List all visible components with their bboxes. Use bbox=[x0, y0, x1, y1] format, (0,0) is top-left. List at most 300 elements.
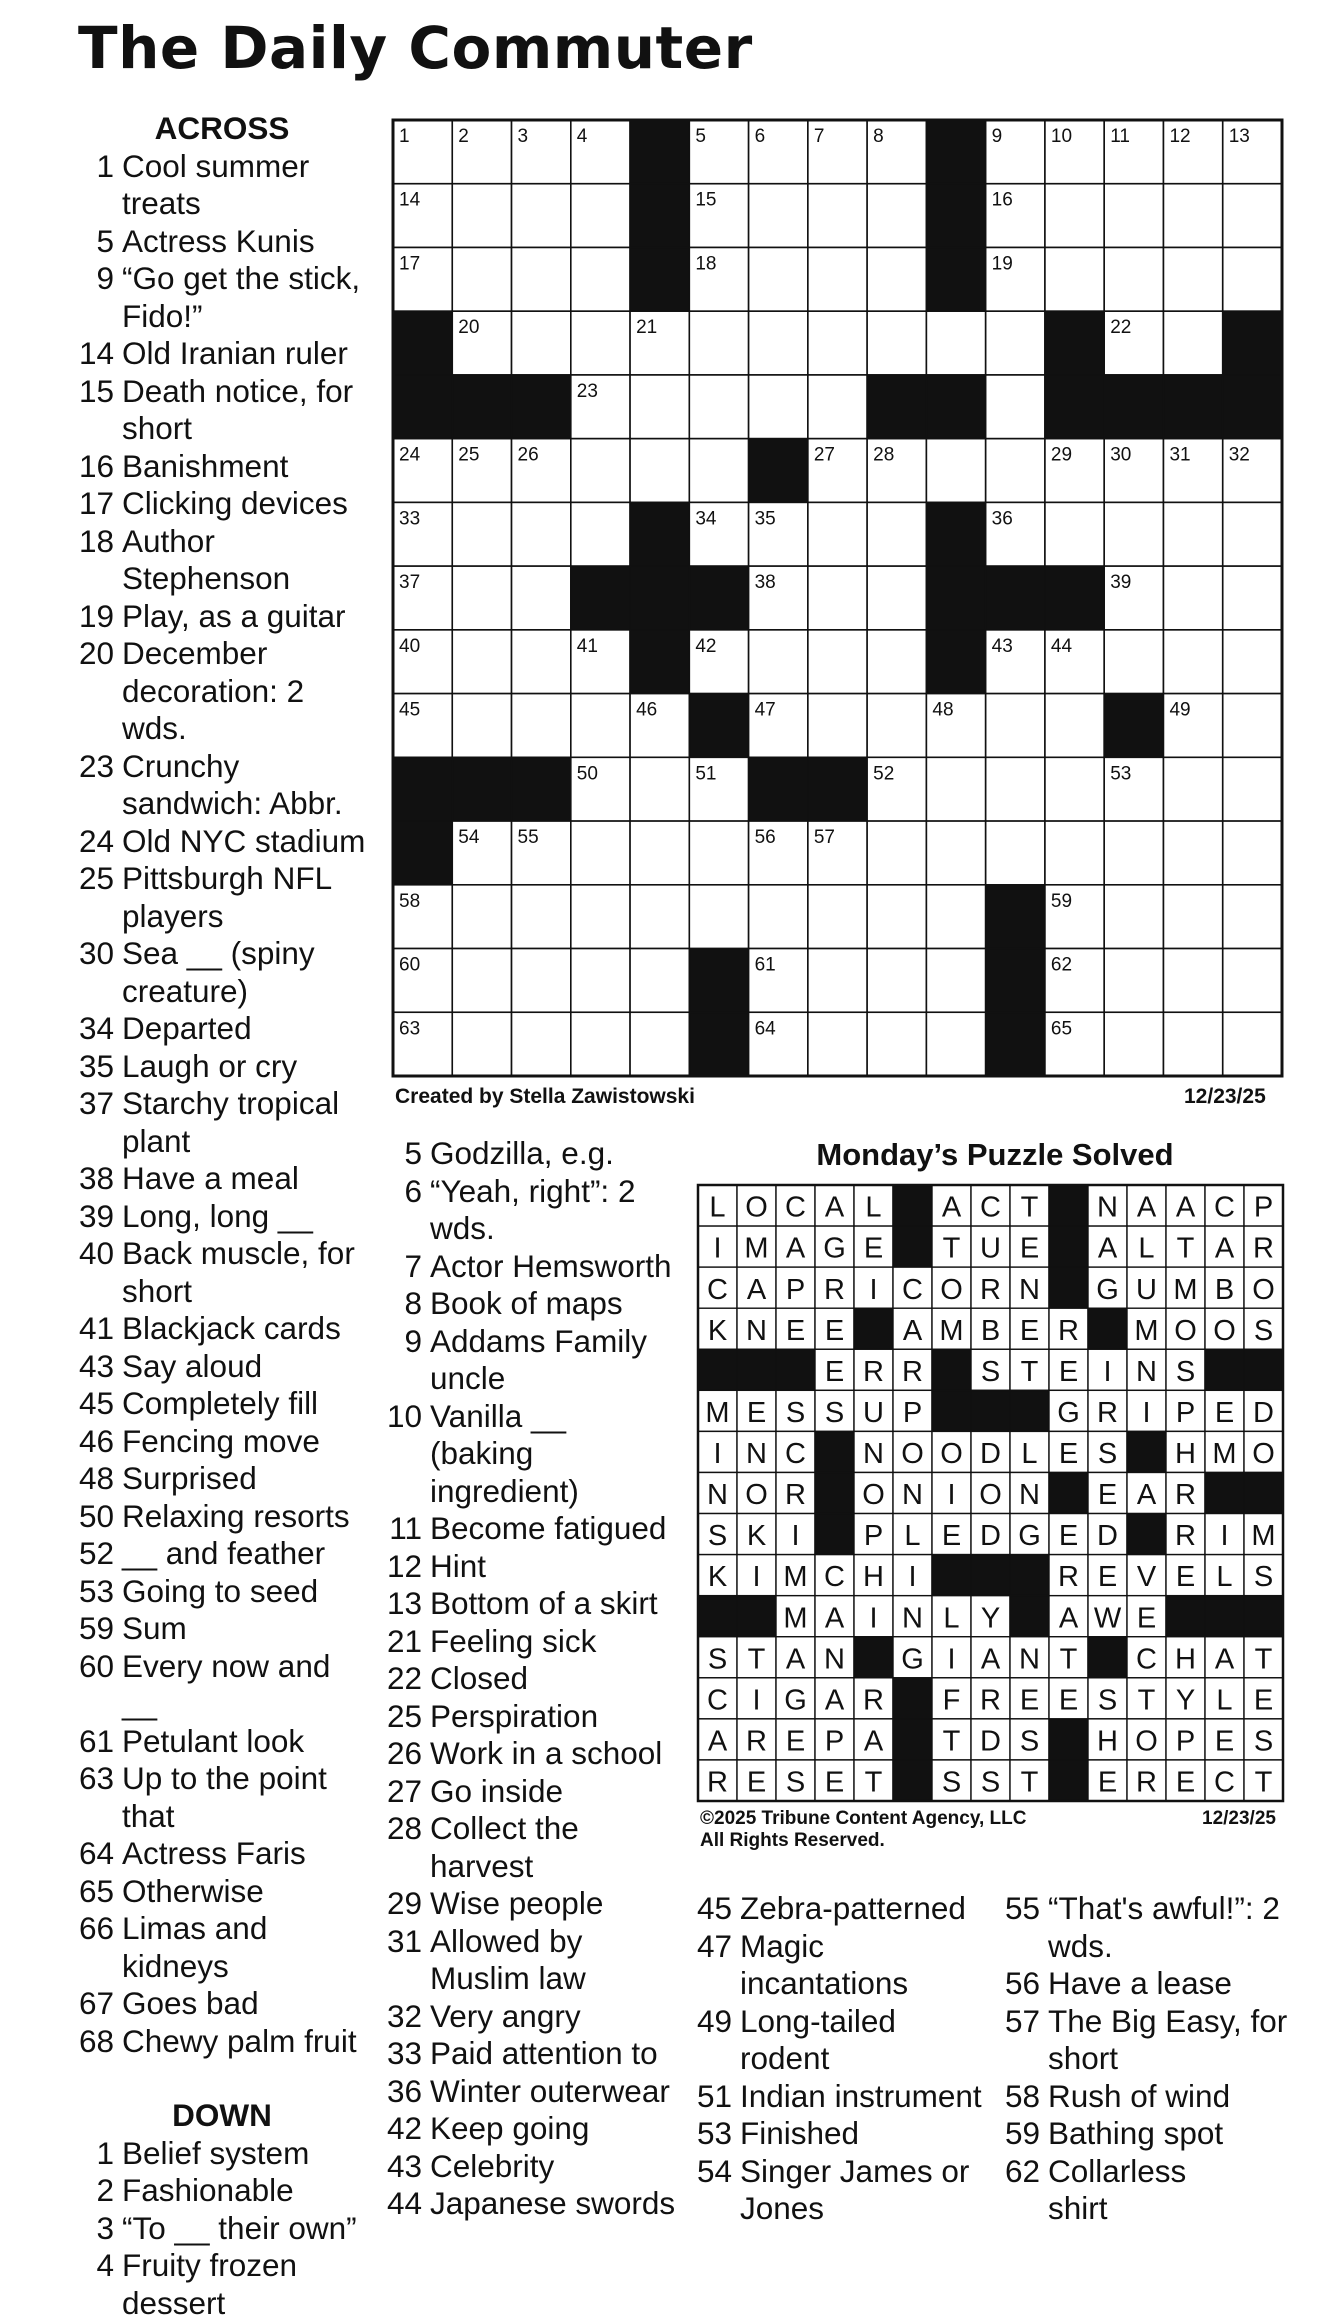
solved-letter: G bbox=[1057, 1397, 1080, 1429]
grid-cell[interactable] bbox=[808, 694, 867, 758]
clue-text-line: Old NYC stadium bbox=[122, 823, 372, 861]
down-clue-57 bbox=[1000, 2003, 1300, 2078]
cell-number: 34 bbox=[695, 508, 717, 529]
clue-text-line: short bbox=[122, 1273, 372, 1311]
down-clue-58 bbox=[1000, 2078, 1300, 2116]
solved-black-square bbox=[698, 1596, 737, 1637]
down-clue-12 bbox=[380, 1548, 680, 1586]
cell-number: 20 bbox=[458, 317, 479, 338]
grid-cell[interactable] bbox=[512, 247, 571, 311]
solved-letter: I bbox=[752, 1561, 760, 1593]
across-clue-5 bbox=[72, 223, 372, 261]
grid-cell[interactable] bbox=[630, 1012, 689, 1076]
clue-number: 12 bbox=[380, 1548, 430, 1586]
grid-cell[interactable] bbox=[926, 949, 985, 1013]
across-clue-39 bbox=[72, 1198, 372, 1236]
grid-cell[interactable] bbox=[808, 566, 867, 630]
clue-number: 7 bbox=[380, 1248, 430, 1286]
clue-number: 1 bbox=[72, 148, 122, 223]
clue-number: 46 bbox=[72, 1423, 122, 1461]
grid-cell[interactable] bbox=[630, 885, 689, 949]
grid-cell[interactable] bbox=[1223, 821, 1282, 885]
grid-cell[interactable] bbox=[512, 1012, 571, 1076]
down-clue-7 bbox=[380, 1248, 680, 1286]
black-square bbox=[749, 439, 808, 503]
cell-number: 18 bbox=[695, 253, 716, 274]
grid-cell[interactable] bbox=[689, 821, 748, 885]
grid-cell[interactable] bbox=[749, 630, 808, 694]
grid-cell[interactable] bbox=[512, 184, 571, 248]
grid-cell[interactable] bbox=[571, 694, 630, 758]
grid-cell[interactable] bbox=[512, 694, 571, 758]
clue-text bbox=[122, 1648, 372, 1723]
grid-cell[interactable] bbox=[512, 885, 571, 949]
grid-cell[interactable] bbox=[986, 757, 1045, 821]
crossword-grid[interactable] bbox=[391, 118, 1284, 1078]
grid-cell[interactable] bbox=[867, 630, 926, 694]
solved-letter: I bbox=[869, 1274, 877, 1306]
grid-cell[interactable] bbox=[630, 375, 689, 439]
clue-number: 21 bbox=[380, 1623, 430, 1661]
black-square bbox=[1045, 311, 1104, 375]
grid-cell[interactable] bbox=[630, 949, 689, 1013]
grid-cell[interactable] bbox=[1223, 184, 1282, 248]
clue-text-line: Keep going bbox=[430, 2110, 680, 2148]
grid-cell[interactable] bbox=[630, 757, 689, 821]
grid-cell[interactable] bbox=[808, 311, 867, 375]
grid-cell[interactable] bbox=[512, 311, 571, 375]
clue-text-line: Paid attention to bbox=[430, 2035, 680, 2073]
clue-number: 2 bbox=[72, 2172, 122, 2210]
clue-text bbox=[122, 1423, 372, 1461]
grid-cell[interactable] bbox=[749, 247, 808, 311]
grid-cell[interactable] bbox=[1104, 821, 1163, 885]
grid-cell[interactable] bbox=[1045, 502, 1104, 566]
grid-cell[interactable] bbox=[1163, 184, 1222, 248]
down-clue-21 bbox=[380, 1623, 680, 1661]
grid-cell[interactable] bbox=[1163, 1012, 1222, 1076]
solved-letter: E bbox=[1059, 1356, 1078, 1388]
grid-cell[interactable] bbox=[1045, 821, 1104, 885]
cell-number: 7 bbox=[814, 126, 825, 147]
solved-black-square bbox=[893, 1185, 932, 1226]
grid-cell[interactable] bbox=[867, 502, 926, 566]
grid-cell[interactable] bbox=[452, 1012, 511, 1076]
solved-letter: E bbox=[1059, 1684, 1078, 1716]
grid-cell[interactable] bbox=[689, 885, 748, 949]
black-square bbox=[393, 375, 452, 439]
grid-cell[interactable] bbox=[571, 439, 630, 503]
grid-cell[interactable] bbox=[749, 375, 808, 439]
grid-cell[interactable] bbox=[571, 502, 630, 566]
clue-number: 4 bbox=[72, 2247, 122, 2322]
solved-letter: O bbox=[979, 1479, 1002, 1511]
grid-cell[interactable] bbox=[986, 439, 1045, 503]
grid-cell[interactable] bbox=[689, 439, 748, 503]
solved-letter: C bbox=[1214, 1767, 1235, 1799]
grid-cell[interactable] bbox=[1223, 1012, 1282, 1076]
black-square bbox=[689, 1012, 748, 1076]
grid-cell[interactable] bbox=[867, 1012, 926, 1076]
solved-letter: D bbox=[980, 1520, 1001, 1552]
solved-letter: A bbox=[1137, 1479, 1157, 1511]
grid-cell[interactable] bbox=[986, 821, 1045, 885]
solved-letter: R bbox=[1253, 1233, 1274, 1265]
grid-cell[interactable] bbox=[808, 949, 867, 1013]
solved-letter: N bbox=[1097, 1192, 1118, 1224]
grid-cell[interactable] bbox=[986, 694, 1045, 758]
grid-cell[interactable] bbox=[571, 184, 630, 248]
black-square bbox=[1223, 311, 1282, 375]
solved-letter: S bbox=[981, 1356, 1000, 1388]
solved-black-square bbox=[1127, 1431, 1166, 1472]
grid-cell[interactable] bbox=[926, 439, 985, 503]
across-clue-67 bbox=[72, 1985, 372, 2023]
solved-letter: Y bbox=[981, 1602, 1000, 1634]
clue-number: 43 bbox=[380, 2148, 430, 2186]
grid-cell[interactable] bbox=[986, 311, 1045, 375]
clue-text-line: “That's awful!”: 2 bbox=[1048, 1890, 1300, 1928]
clue-text bbox=[740, 1890, 992, 1928]
down-clue-62 bbox=[1000, 2153, 1300, 2228]
clue-text bbox=[122, 523, 372, 598]
solved-letter: E bbox=[1020, 1315, 1039, 1347]
grid-cell[interactable] bbox=[452, 184, 511, 248]
solved-letter: M bbox=[705, 1397, 729, 1429]
grid-cell[interactable] bbox=[452, 630, 511, 694]
across-clue-9 bbox=[72, 260, 372, 335]
solved-letter: E bbox=[1020, 1233, 1039, 1265]
clue-text bbox=[122, 1235, 372, 1310]
clue-text bbox=[122, 935, 372, 1010]
grid-cell[interactable] bbox=[926, 1012, 985, 1076]
grid-cell[interactable] bbox=[867, 311, 926, 375]
grid-cell[interactable] bbox=[867, 247, 926, 311]
grid-cell[interactable] bbox=[867, 949, 926, 1013]
clue-text bbox=[430, 1923, 680, 1998]
clue-text bbox=[122, 1910, 372, 1985]
cell-number: 53 bbox=[1110, 763, 1131, 784]
solved-letter: O bbox=[1135, 1725, 1158, 1757]
grid-cell[interactable] bbox=[1104, 885, 1163, 949]
cell-number: 65 bbox=[1051, 1018, 1072, 1039]
black-square bbox=[926, 566, 985, 630]
solved-letter: E bbox=[1059, 1438, 1078, 1470]
clue-number: 25 bbox=[380, 1698, 430, 1736]
across-clue-64 bbox=[72, 1835, 372, 1873]
solved-letter: S bbox=[786, 1397, 805, 1429]
grid-cell[interactable] bbox=[452, 694, 511, 758]
solved-black-square bbox=[1010, 1390, 1049, 1431]
black-square bbox=[630, 502, 689, 566]
solved-letter: C bbox=[785, 1438, 806, 1470]
clue-text bbox=[122, 148, 372, 223]
clue-number: 5 bbox=[72, 223, 122, 261]
across-clue-50 bbox=[72, 1498, 372, 1536]
down-clue-49 bbox=[692, 2003, 992, 2078]
solved-letter: O bbox=[1174, 1315, 1197, 1347]
solved-letter: E bbox=[1176, 1561, 1195, 1593]
clue-text bbox=[430, 2035, 680, 2073]
cell-number: 36 bbox=[992, 508, 1013, 529]
solved-letter: S bbox=[1176, 1356, 1195, 1388]
clue-text bbox=[122, 1723, 372, 1761]
grid-cell[interactable] bbox=[1163, 630, 1222, 694]
solved-letter: T bbox=[1177, 1233, 1195, 1265]
solved-letter: T bbox=[1021, 1356, 1039, 1388]
grid-cell[interactable] bbox=[512, 502, 571, 566]
cell-number: 59 bbox=[1051, 891, 1072, 912]
clue-number: 43 bbox=[72, 1348, 122, 1386]
clue-text-line: that bbox=[122, 1798, 372, 1836]
grid-cell[interactable] bbox=[1223, 630, 1282, 694]
down-clue-8 bbox=[380, 1285, 680, 1323]
solved-letter: I bbox=[1220, 1520, 1228, 1552]
grid-cell[interactable] bbox=[1163, 502, 1222, 566]
grid-cell[interactable] bbox=[926, 821, 985, 885]
clue-text-line: Singer James or bbox=[740, 2153, 992, 2191]
grid-cell[interactable] bbox=[1223, 949, 1282, 1013]
grid-cell[interactable] bbox=[808, 184, 867, 248]
clue-number: 15 bbox=[72, 373, 122, 448]
grid-cell[interactable] bbox=[1163, 247, 1222, 311]
clue-text bbox=[1048, 1965, 1300, 2003]
across-clue-68 bbox=[72, 2023, 372, 2061]
solved-grid-svg bbox=[696, 1183, 1285, 1803]
clue-number: 45 bbox=[692, 1890, 740, 1928]
clue-number: 39 bbox=[72, 1198, 122, 1236]
clue-text bbox=[430, 1248, 680, 1286]
solved-black-square bbox=[893, 1678, 932, 1719]
grid-cell[interactable] bbox=[1045, 694, 1104, 758]
grid-cell[interactable] bbox=[571, 885, 630, 949]
grid-cell[interactable] bbox=[689, 375, 748, 439]
solved-grid bbox=[696, 1183, 1285, 1803]
clue-text-line: Fido!” bbox=[122, 298, 372, 336]
grid-cell[interactable] bbox=[1223, 247, 1282, 311]
grid-cell[interactable] bbox=[1104, 184, 1163, 248]
grid-cell[interactable] bbox=[571, 949, 630, 1013]
clue-text-line: Rush of wind bbox=[1048, 2078, 1300, 2116]
grid-cell[interactable] bbox=[1045, 184, 1104, 248]
grid-cell[interactable] bbox=[512, 566, 571, 630]
grid-cell[interactable] bbox=[1223, 757, 1282, 821]
grid-cell[interactable] bbox=[630, 439, 689, 503]
clue-number: 60 bbox=[72, 1648, 122, 1723]
down-clue-5 bbox=[380, 1135, 680, 1173]
clue-text-line: harvest bbox=[430, 1848, 680, 1886]
grid-cell[interactable] bbox=[1104, 247, 1163, 311]
clue-text bbox=[122, 1385, 372, 1423]
clue-number: 56 bbox=[1000, 1965, 1048, 2003]
cell-number: 19 bbox=[992, 253, 1013, 274]
solved-letter: S bbox=[1020, 1725, 1039, 1757]
crossword-grid-svg[interactable] bbox=[391, 118, 1284, 1078]
black-square bbox=[630, 566, 689, 630]
grid-cell[interactable] bbox=[867, 821, 926, 885]
clue-text bbox=[122, 1573, 372, 1611]
solved-letter: O bbox=[940, 1438, 963, 1470]
solved-letter: V bbox=[1137, 1561, 1157, 1593]
solved-black-square bbox=[1205, 1596, 1244, 1637]
grid-cell[interactable] bbox=[867, 885, 926, 949]
grid-cell[interactable] bbox=[452, 247, 511, 311]
clue-number: 31 bbox=[380, 1923, 430, 1998]
clue-text-line: Jones bbox=[740, 2190, 992, 2228]
cell-number: 6 bbox=[755, 126, 766, 147]
grid-cell[interactable] bbox=[1163, 885, 1222, 949]
grid-cell[interactable] bbox=[867, 566, 926, 630]
clue-number: 18 bbox=[72, 523, 122, 598]
grid-cell[interactable] bbox=[452, 502, 511, 566]
solved-letter: R bbox=[1136, 1767, 1157, 1799]
solved-letter: S bbox=[708, 1643, 727, 1675]
clue-text-line: Book of maps bbox=[430, 1285, 680, 1323]
grid-cell[interactable] bbox=[571, 247, 630, 311]
solved-letter: T bbox=[748, 1643, 766, 1675]
grid-cell[interactable] bbox=[749, 311, 808, 375]
clue-text-line: kidneys bbox=[122, 1948, 372, 1986]
grid-cell[interactable] bbox=[749, 885, 808, 949]
grid-cell[interactable] bbox=[808, 502, 867, 566]
grid-cell[interactable] bbox=[867, 694, 926, 758]
solved-letter: R bbox=[1175, 1479, 1196, 1511]
cell-number: 46 bbox=[636, 700, 657, 721]
clue-text-line: Old Iranian ruler bbox=[122, 335, 372, 373]
clue-text bbox=[430, 1698, 680, 1736]
grid-cell[interactable] bbox=[1104, 949, 1163, 1013]
clue-number: 59 bbox=[72, 1610, 122, 1648]
grid-cell[interactable] bbox=[1104, 630, 1163, 694]
clue-text-line: incantations bbox=[740, 1965, 992, 2003]
solved-letter: H bbox=[863, 1561, 884, 1593]
copyright-line-1: ©2025 Tribune Content Agency, LLC bbox=[700, 1808, 1027, 1830]
grid-cell[interactable] bbox=[512, 630, 571, 694]
solved-letter: A bbox=[708, 1725, 728, 1757]
puzzle-date: 12/23/25 bbox=[1184, 1085, 1266, 1109]
solved-letter: K bbox=[747, 1520, 767, 1552]
clue-text-line: Pittsburgh NFL bbox=[122, 860, 372, 898]
down-clue-26 bbox=[380, 1735, 680, 1773]
black-square bbox=[1045, 375, 1104, 439]
grid-cell[interactable] bbox=[630, 821, 689, 885]
down-clue-2 bbox=[72, 2172, 372, 2210]
solved-letter: S bbox=[708, 1520, 727, 1552]
clue-text-line: Departed bbox=[122, 1010, 372, 1048]
solved-letter: L bbox=[1216, 1684, 1232, 1716]
grid-cell[interactable] bbox=[1104, 1012, 1163, 1076]
clue-text bbox=[122, 2135, 372, 2173]
grid-cell[interactable] bbox=[926, 757, 985, 821]
solved-letter: E bbox=[1137, 1602, 1156, 1634]
grid-cell[interactable] bbox=[1163, 311, 1222, 375]
grid-cell[interactable] bbox=[1045, 247, 1104, 311]
grid-cell[interactable] bbox=[1163, 821, 1222, 885]
clue-text-line: Chewy palm fruit bbox=[122, 2023, 372, 2061]
solved-letter: R bbox=[707, 1767, 728, 1799]
grid-cell[interactable] bbox=[1223, 694, 1282, 758]
solved-letter: E bbox=[825, 1767, 844, 1799]
black-square bbox=[512, 375, 571, 439]
solved-letter: T bbox=[1255, 1643, 1273, 1675]
solved-black-square bbox=[1127, 1514, 1166, 1555]
across-clue-35 bbox=[72, 1048, 372, 1086]
grid-cell[interactable] bbox=[571, 1012, 630, 1076]
solved-letter: E bbox=[1059, 1520, 1078, 1552]
solved-letter: N bbox=[707, 1479, 728, 1511]
clue-number: 9 bbox=[380, 1323, 430, 1398]
down-clue-10 bbox=[380, 1398, 680, 1511]
grid-cell[interactable] bbox=[452, 566, 511, 630]
solved-letter: A bbox=[1098, 1233, 1118, 1265]
clue-text bbox=[430, 1773, 680, 1811]
grid-cell[interactable] bbox=[926, 885, 985, 949]
solved-letter: R bbox=[785, 1479, 806, 1511]
down-clue-54 bbox=[692, 2153, 992, 2228]
grid-cell[interactable] bbox=[689, 311, 748, 375]
grid-cell[interactable] bbox=[808, 1012, 867, 1076]
grid-cell[interactable] bbox=[571, 821, 630, 885]
grid-cell[interactable] bbox=[1223, 885, 1282, 949]
grid-cell[interactable] bbox=[749, 184, 808, 248]
clue-text-line: creature) bbox=[122, 973, 372, 1011]
grid-cell[interactable] bbox=[808, 630, 867, 694]
down-clue-36 bbox=[380, 2073, 680, 2111]
grid-cell[interactable] bbox=[926, 311, 985, 375]
grid-cell[interactable] bbox=[1163, 949, 1222, 1013]
grid-cell[interactable] bbox=[808, 247, 867, 311]
clue-number: 51 bbox=[692, 2078, 740, 2116]
grid-cell[interactable] bbox=[1223, 502, 1282, 566]
solved-letter: I bbox=[752, 1684, 760, 1716]
grid-cell[interactable] bbox=[1223, 566, 1282, 630]
grid-cell[interactable] bbox=[571, 311, 630, 375]
solved-letter: O bbox=[940, 1274, 963, 1306]
clue-text bbox=[430, 1885, 680, 1923]
clue-text-line: Very angry bbox=[430, 1998, 680, 2036]
clue-column-4 bbox=[1000, 1890, 1300, 2228]
solved-black-square bbox=[1244, 1472, 1283, 1513]
grid-cell[interactable] bbox=[986, 375, 1045, 439]
grid-cell[interactable] bbox=[867, 184, 926, 248]
cell-number: 25 bbox=[458, 445, 479, 466]
clue-text-line: Go inside bbox=[430, 1773, 680, 1811]
solved-letter: O bbox=[1252, 1438, 1275, 1470]
grid-cell[interactable] bbox=[1045, 757, 1104, 821]
grid-cell[interactable] bbox=[1104, 502, 1163, 566]
solved-black-square bbox=[1049, 1267, 1088, 1308]
grid-cell[interactable] bbox=[1163, 757, 1222, 821]
clue-text-line: Indian instrument bbox=[740, 2078, 992, 2116]
grid-cell[interactable] bbox=[512, 949, 571, 1013]
across-clue-18 bbox=[72, 523, 372, 598]
clue-text-line: Completely fill bbox=[122, 1385, 372, 1423]
cell-number: 54 bbox=[458, 827, 480, 848]
solved-letter: D bbox=[980, 1438, 1001, 1470]
cell-number: 55 bbox=[518, 827, 539, 848]
clue-number: 53 bbox=[72, 1573, 122, 1611]
grid-cell[interactable] bbox=[452, 885, 511, 949]
clue-text-line: Sum bbox=[122, 1610, 372, 1648]
solved-letter: P bbox=[1254, 1192, 1273, 1224]
clue-text bbox=[122, 223, 372, 261]
clue-text bbox=[122, 1010, 372, 1048]
grid-cell[interactable] bbox=[452, 949, 511, 1013]
grid-cell[interactable] bbox=[808, 885, 867, 949]
grid-cell[interactable] bbox=[808, 375, 867, 439]
solved-letter: M bbox=[1251, 1520, 1275, 1552]
grid-cell[interactable] bbox=[1163, 566, 1222, 630]
